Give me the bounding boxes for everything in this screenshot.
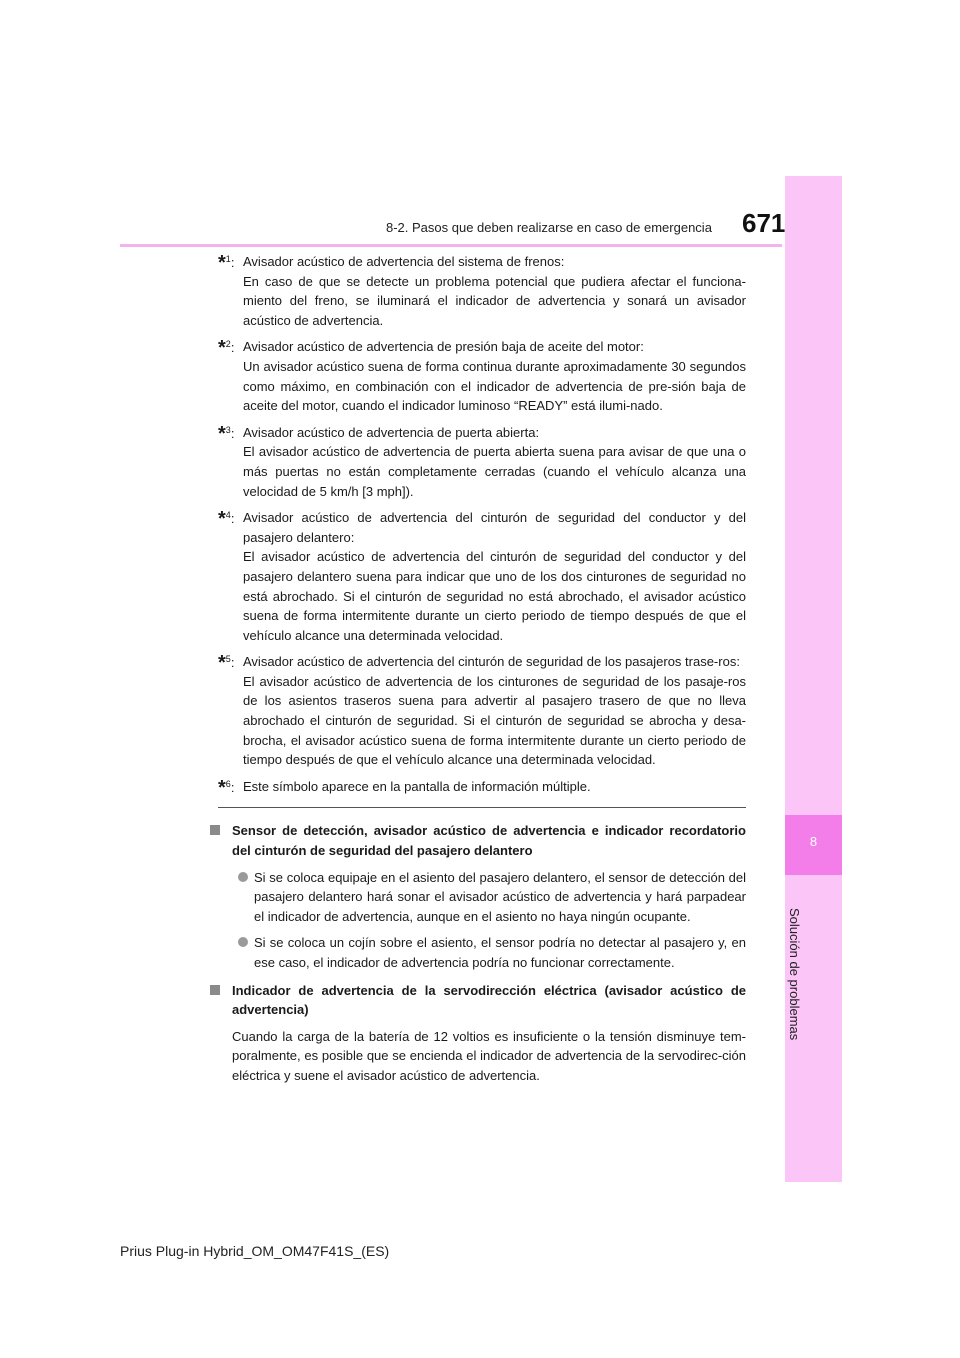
section-divider <box>218 807 746 808</box>
footnote-text: El avisador acústico de advertencia del cinturón de seguridad del conductor y del pasajero delantero suena para indicar que uno de los dos cinturones de seguridad no está abrochado. Si el cinturón de seguridad no está abrochado, el avisador acústico suena de forma intermitente durante un cierto periodo de tiempo después de que el vehículo alcance una determinada velocidad. <box>243 549 746 643</box>
footnote-6 <box>218 777 746 797</box>
footnote-text: El avisador acústico de advertencia de puerta abierta suena para avisar de que una o más puertas no están completamente cerradas (cuando el vehículo alcanza una velocidad de 5 km/h [3 mph]). <box>243 444 746 499</box>
header-rule <box>120 244 782 247</box>
footnote-marker: *$^3$: <box>218 422 235 445</box>
section-seatbelt-sensor <box>218 821 746 972</box>
footnote-title: Avisador acústico de advertencia de presión baja de aceite del motor: <box>243 339 644 355</box>
footnote-title: Este símbolo aparece en la pantalla de información múltiple. <box>243 778 591 794</box>
footnote-title: Avisador acústico de advertencia del sistema de frenos: <box>243 254 565 269</box>
page-body <box>218 252 746 1089</box>
square-bullet-icon <box>210 825 220 835</box>
list-item <box>240 933 746 972</box>
running-header: 8-2. Pasos que deben realizarse en caso de emergencia <box>386 220 712 235</box>
chapter-number: 8 <box>809 834 818 849</box>
footnote-5 <box>218 652 746 770</box>
circle-bullet-icon <box>238 937 248 947</box>
footnote-marker: *$^6$: <box>218 776 235 799</box>
footnote-text: En caso de que se detecte un problema potencial que pudiera afectar el funciona-miento del freno, se iluminará el indicador de advertencia y sonará un avisador acústico de advertencia. <box>243 273 746 328</box>
footnote-title: Avisador acústico de advertencia del cinturón de seguridad del conductor y del pasajero delantero: <box>243 510 746 545</box>
list-item <box>240 868 746 927</box>
document-footer: Prius Plug-in Hybrid_OM_OM47F41S_(ES) <box>120 1243 390 1259</box>
footnote-text: El avisador acústico de advertencia de los cinturones de seguridad de los pasaje-ros de los asientos traseros suena para advertir al pasajero trasero de que no lleva abrochado el cinturón de seguridad. Si el cinturón de seguridad se abrocha y desa-brocha, el avisador acústico suena de forma intermitente durante un cierto periodo de tiempo después de que el vehículo alcance una determinada velocidad. <box>243 673 746 768</box>
footnote-marker: *$^5$: <box>218 652 235 675</box>
footnote-4 <box>218 508 746 645</box>
page-number: 671 <box>742 208 786 238</box>
footnote-3 <box>218 423 746 501</box>
section-text: Cuando la carga de la batería de 12 voltios es insuficiente o la tensión disminuye tem-poralmente, es posible que se encienda el indicador de advertencia de la servodirec-ción eléctrica y suene el avisador acústico de advertencia. <box>232 1028 746 1083</box>
chapter-title-vertical <box>780 900 804 1080</box>
section-title: Indicador de advertencia de la servodirección eléctrica (avisador acústico de advertencia) <box>232 982 746 1018</box>
chapter-title: Solución de problemas <box>787 908 802 1041</box>
chapter-number-box <box>785 815 842 875</box>
square-bullet-icon <box>210 985 220 995</box>
footnote-title: Avisador acústico de advertencia del cinturón de seguridad de los pasajeros trase-ros: <box>243 654 740 670</box>
section-title: Sensor de detección, avisador acústico de advertencia e indicador recordatorio del cinturón de seguridad del pasajero delantero <box>232 823 746 859</box>
footnote-text: Un avisador acústico suena de forma continua durante aproximadamente 30 segundos como máximo, en combinación con el indicador de advertencia de pre-sión baja de aceite del motor, cuando el indicador luminoso “READY” está ilumi-nado. <box>243 358 746 414</box>
section-power-steering <box>218 981 746 1086</box>
circle-bullet-icon <box>238 872 248 882</box>
footnote-1 <box>218 252 746 330</box>
footnote-title: Avisador acústico de advertencia de puerta abierta: <box>243 424 540 440</box>
footnote-marker: *$^1$: <box>218 252 235 274</box>
footnote-marker: *$^2$: <box>218 337 235 360</box>
footnote-marker: *$^4$: <box>218 508 235 531</box>
list-item-text: Si se coloca un cojín sobre el asiento, el sensor podría no detectar al pasajero y, en ese caso, el indicador de advertencia podría no funcionar correctamente. <box>254 935 746 970</box>
list-item-text: Si se coloca equipaje en el asiento del pasajero delantero, el sensor de detección del pasajero delantero hará sonar el avisador acústico de advertencia y hará parpadear el indicador de advertencia, aunque en el asiento no haya ningún ocupante. <box>254 869 746 924</box>
footnote-2 <box>218 337 746 415</box>
